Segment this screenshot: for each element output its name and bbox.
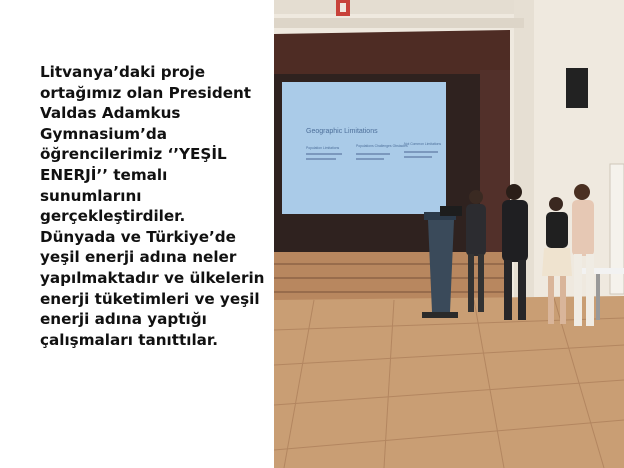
projected-column-3: Not Common Limitations (404, 142, 442, 146)
projected-column-1: Population Limitations (306, 146, 340, 150)
projection-screen (282, 82, 446, 214)
emblem-icon (336, 0, 350, 16)
event-photo (274, 0, 624, 468)
projected-column-2: Populations Challenges Obstacles (356, 144, 408, 148)
caption-text: Litvanya’daki proje ortağımız olan President Valdas Adamkus Gymnasium’da öğrencilerimiz ‘’YEŞİL ENERJİ’’ temalı sunumlarını gerçekleştirdiler. Dünyada ve Türkiye’de yeşil enerji adına neler yapılmaktadır ve ülkelerin enerji tüketimleri ve yeşil enerji adına yaptığı çalışmaları tanıttılar. (40, 63, 265, 349)
speaker-icon (566, 68, 588, 108)
projected-slide-title: Geographic Limitations (306, 128, 378, 135)
